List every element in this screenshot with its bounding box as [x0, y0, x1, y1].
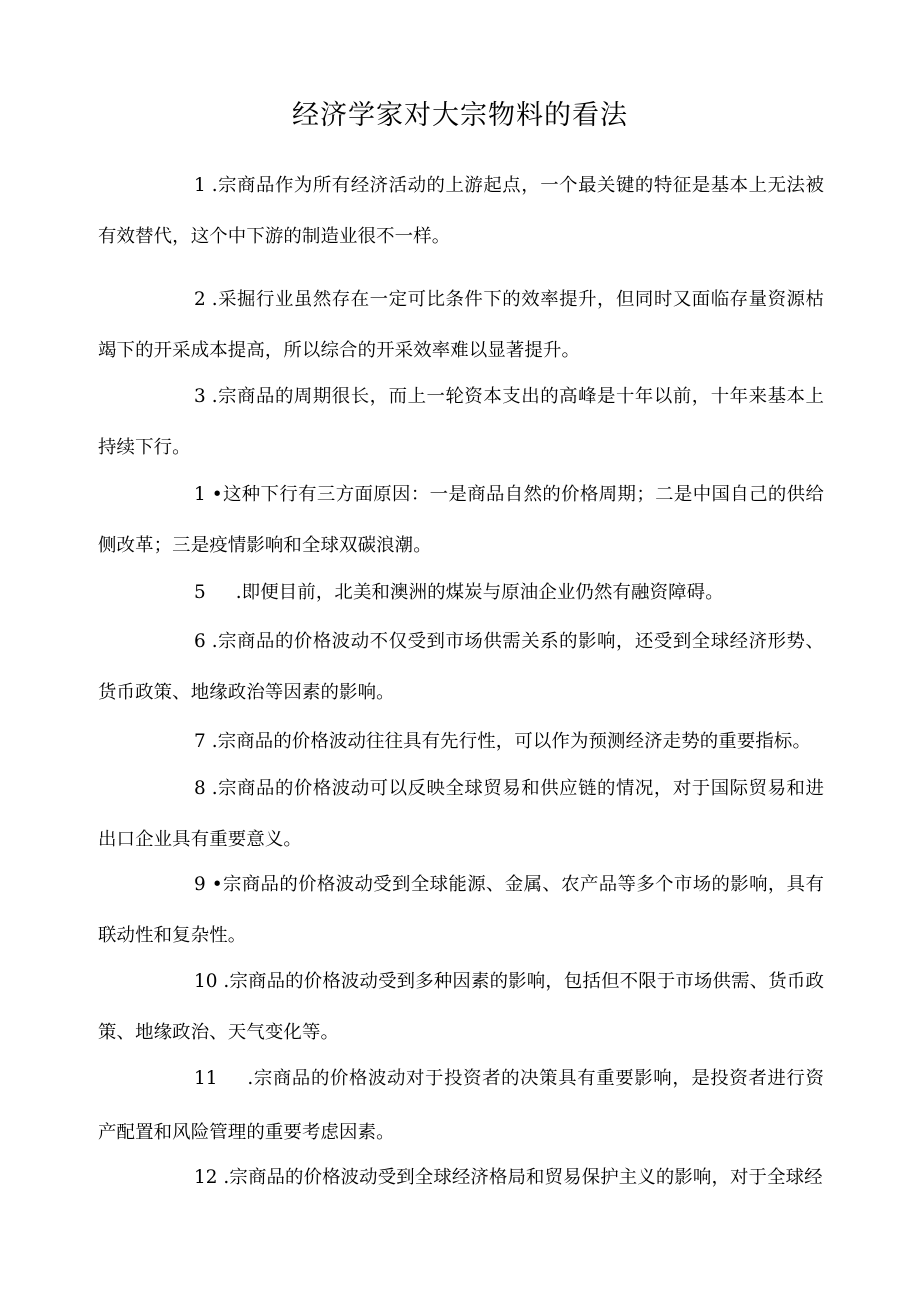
paragraph-number: 6 — [194, 631, 206, 652]
paragraph-text: .宗商品的价格波动往往具有先行性，可以作为预测经济走势的重要指标。 — [211, 731, 811, 752]
paragraph-number: 2 — [194, 289, 206, 310]
paragraph-text: .宗商品作为所有经济活动的上游起点，一个最关键的特征是基本上无法被有效替代，这个中下游的制造业很不一样。 — [98, 175, 824, 247]
paragraph-9 — [98, 859, 824, 961]
paragraph-number: 8 — [194, 778, 206, 799]
paragraph-text: .宗商品的周期很长，而上一轮资本支出的高峰是十年以前，十年来基本上持续下行。 — [98, 386, 824, 458]
paragraph-4 — [98, 469, 824, 571]
paragraph-text: .宗商品的价格波动不仅受到市场供需关系的影响，还受到全球经济形势、货币政策、地缘政治等因素的影响。 — [98, 631, 824, 703]
paragraph-3 — [98, 371, 824, 473]
paragraph-number: 3 — [194, 386, 206, 407]
paragraph-5 — [98, 567, 824, 618]
paragraph-number: 1 — [194, 484, 206, 505]
paragraph-text: .宗商品的价格波动受到全球经济格局和贸易保护主义的影响，对于全球经 — [223, 1167, 823, 1188]
paragraph-1 — [98, 160, 824, 262]
paragraph-number: 12 — [194, 1167, 218, 1188]
paragraph-8 — [98, 763, 824, 865]
paragraph-text: .采掘行业虽然存在一定可比条件下的效率提升，但同时又面临存量资源枯竭下的开采成本提高，所以综合的开采效率难以显著提升。 — [98, 289, 824, 361]
paragraph-text: .宗商品的价格波动受到多种因素的影响，包括但不限于市场供需、货币政策、地缘政治、天气变化等。 — [98, 971, 824, 1043]
paragraph-text: •宗商品的价格波动受到全球能源、金属、农产品等多个市场的影响，具有联动性和复杂性。 — [98, 874, 824, 946]
paragraph-2 — [98, 274, 824, 376]
paragraph-number: 10 — [194, 971, 218, 992]
paragraph-number: 7 — [194, 731, 206, 752]
paragraph-number: 9 — [194, 874, 206, 895]
paragraph-text: •这种下行有三方面原因：一是商品自然的价格周期；二是中国自己的供给侧改革；三是疫情影响和全球双碳浪潮。 — [98, 484, 824, 556]
paragraph-text: .宗商品的价格波动可以反映全球贸易和供应链的情况，对于国际贸易和进出口企业具有重要意义。 — [98, 778, 824, 850]
paragraph-number: 11 — [194, 1068, 218, 1089]
paragraph-number: 5 — [194, 582, 206, 603]
paragraph-11 — [98, 1052, 824, 1160]
paragraph-12 — [98, 1152, 824, 1203]
paragraph-6 — [98, 616, 824, 718]
paragraph-10 — [98, 956, 824, 1058]
paragraph-number: 1 — [194, 175, 206, 196]
document-title: 经济学家对大宗物料的看法 — [292, 100, 628, 131]
paragraph-text: .宗商品的价格波动对于投资者的决策具有重要影响，是投资者进行资产配置和风险管理的重要考虑因素。 — [98, 1068, 824, 1143]
paragraph-text: .即便目前，北美和澳洲的煤炭与原油企业仍然有融资障碍。 — [235, 582, 724, 603]
paragraph-7 — [98, 716, 824, 767]
